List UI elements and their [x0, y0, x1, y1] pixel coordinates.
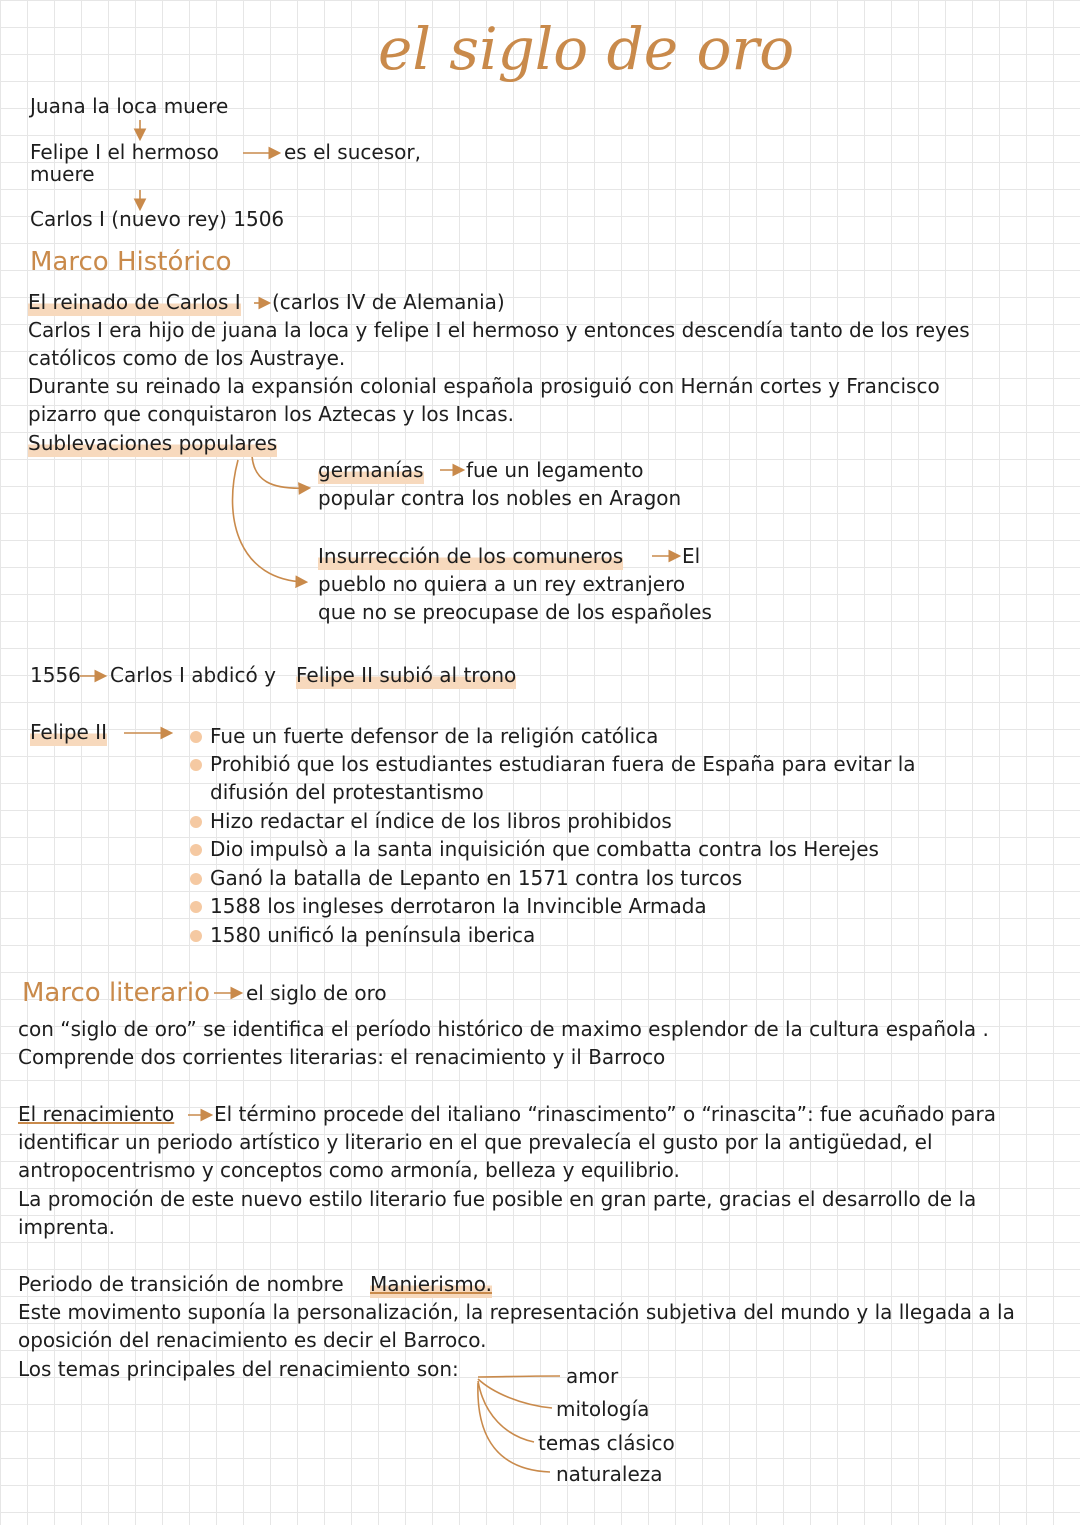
branch-temas-clasico [478, 1381, 534, 1442]
felipe-point-7: 1580 unificó la península iberica [210, 923, 536, 947]
germanias-text1: fue un legamento [466, 458, 644, 482]
bullet-dot [190, 873, 202, 885]
bullet-dot [190, 930, 202, 942]
branch-mitologia [478, 1379, 552, 1408]
movimiento-line2: oposición del renacimiento es decir el Barroco. [18, 1328, 487, 1352]
tema-naturaleza: naturaleza [556, 1462, 663, 1486]
felipe-point-3: Hizo redactar el índice de los libros prohibidos [210, 809, 672, 833]
germanias-label: germanías [318, 458, 424, 482]
felipe-point-4: Dio impulsò a la santa inquisición que combatta contra los Herejes [210, 837, 879, 861]
branch-amor [478, 1376, 560, 1377]
felipe-trono: Felipe II subió al trono [296, 663, 517, 687]
comuneros-label: Insurrección de los comuneros [318, 544, 624, 568]
literario-p1-line1: con “siglo de oro” se identifica el período histórico de maximo esplendor de la cultura española . [18, 1017, 989, 1041]
year-1556: 1556 [30, 663, 81, 687]
intro-carlos: Carlos I (nuevo rey) 1506 [30, 207, 285, 231]
intro-sucesor: es el sucesor, [284, 140, 421, 164]
germanias-text2: popular contra los nobles en Aragon [318, 486, 682, 510]
renacimiento-line2: identificar un periodo artístico y literario en el que prevalecía el gusto por la antigüedad, el [18, 1130, 933, 1154]
comuneros-text2: pueblo no quiera a un rey extranjero [318, 572, 686, 596]
historico-p1-line2: católicos como de los Austraye. [28, 346, 346, 370]
marco-literario-note: el siglo de oro [246, 981, 387, 1005]
temas-label: Los temas principales del renacimiento son: [18, 1357, 459, 1381]
bullet-dot [190, 816, 202, 828]
marco-historico-heading: Marco Histórico [30, 247, 232, 277]
movimiento-line1: Este movimento suponía la personalización, la representación subjetiva del mundo y la llegada a la [18, 1300, 1015, 1324]
tema-mitologia: mitología [556, 1397, 650, 1421]
reinado-label: El reinado de Carlos I [28, 290, 241, 314]
felipe-point-1: Fue un fuerte defensor de la religión católica [210, 724, 659, 748]
felipe-point-6: 1588 los ingleses derrotaron la Invincible Armada [210, 894, 707, 918]
comuneros-text3: que no se preocupase de los españoles [318, 600, 712, 624]
marco-literario-heading: Marco literario [22, 978, 211, 1008]
felipe-point-5: Ganó la batalla de Lepanto en 1571 contra los turcos [210, 866, 743, 890]
literario-p1-line2: Comprende dos corrientes literarias: el renacimiento y il Barroco [18, 1045, 666, 1069]
bullet-dot [190, 731, 202, 743]
reinado-note: (carlos IV de Alemania) [272, 290, 505, 314]
branch-naturaleza [478, 1383, 550, 1472]
tema-amor: amor [566, 1364, 619, 1388]
historico-p1-line3: Durante su reinado la expansión colonial española prosiguió con Hernán cortes y Francisco [28, 374, 940, 398]
bullet-dot [190, 901, 202, 913]
renacimiento-line1: El término procede del italiano “rinascimento” o “rinascita”: fue acuñado para [214, 1102, 997, 1126]
bullet-dot [190, 759, 202, 771]
bullet-dot [190, 844, 202, 856]
historico-p1-line4: pizarro que conquistaron los Aztecas y los Incas. [28, 402, 514, 426]
sublevaciones-label: Sublevaciones populares [28, 431, 278, 455]
historico-p1-line1: Carlos I era hijo de juana la loca y felipe I el hermoso y entonces descendía tanto de los reyes [28, 318, 970, 342]
curve-arrow-germanias [252, 456, 308, 488]
felipe-label: Felipe II [30, 720, 107, 744]
intro-felipe: Felipe I el hermoso [30, 140, 219, 164]
intro-muere: muere [30, 162, 95, 186]
renacimiento-line5: imprenta. [18, 1215, 115, 1239]
felipe-point-2: Prohibió que los estudiantes estudiaran fuera de España para evitar la [210, 752, 916, 776]
text-1556: Carlos I abdicó y [110, 663, 276, 687]
intro-juana: Juana la loca muere [30, 94, 229, 118]
felipe-point-2b: difusión del protestantismo [210, 780, 484, 804]
renacimiento-label: El renacimiento [18, 1102, 175, 1126]
curve-arrow-comuneros [233, 460, 305, 582]
page-title: el siglo de oro [378, 15, 795, 83]
renacimiento-line4: La promoción de este nuevo estilo literario fue posible en gran parte, gracias el desarrollo de la [18, 1187, 977, 1211]
comuneros-text1: El [682, 544, 701, 568]
tema-clasico: temas clásico [538, 1431, 675, 1455]
manierismo: Manierismo. [370, 1272, 492, 1296]
transicion-text: Periodo de transición de nombre [18, 1272, 344, 1296]
renacimiento-line3: antropocentrismo y conceptos como armonía, belleza y equilibrio. [18, 1158, 680, 1182]
